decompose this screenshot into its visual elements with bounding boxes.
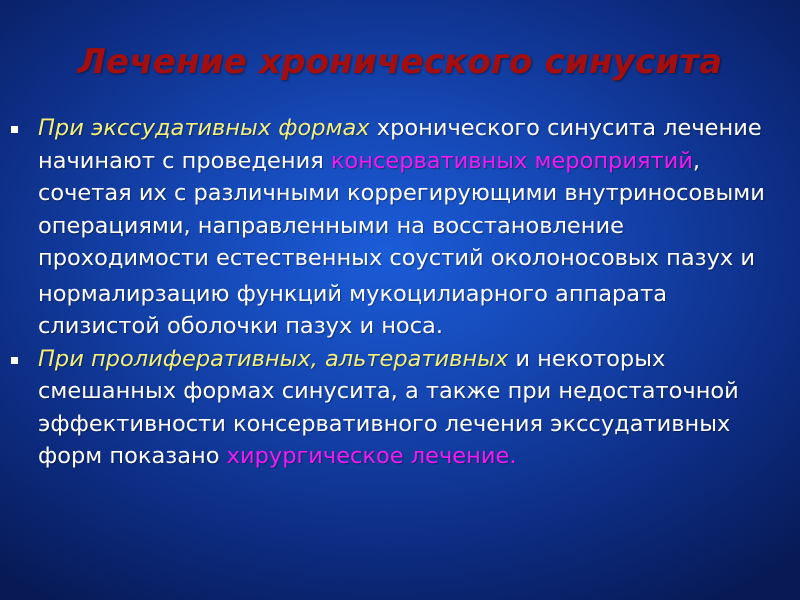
highlight-exudative: При экссудативных формах	[38, 115, 370, 141]
highlight-conservative: консервативных мероприятий	[330, 147, 693, 174]
slide-title: Лечение хронического синусита	[77, 42, 723, 82]
bullet-paragraph-exudative	[38, 112, 780, 275]
square-bullet-icon	[11, 357, 18, 364]
paragraph-text: и некоторых смешанных формах синусита, а также при недостаточной эффективности консервативного лечения экссудативных форм показано	[38, 345, 739, 469]
highlight-proliferative: При пролиферативных, альтеративных	[38, 345, 509, 372]
highlight-surgical: хирургическое лечение.	[226, 443, 517, 469]
slide-content	[38, 112, 780, 473]
bullet-paragraph-proliferative	[38, 343, 780, 473]
paragraph-text: хронического синусита лечение начинают с проведения	[38, 115, 762, 174]
continuation-paragraph: нормалирзацию функций мукоцилиарного аппарата слизистой оболочки пазух и носа.	[38, 280, 667, 339]
paragraph-text: , сочетая их с различными коррегирующими внутриносовыми операциями, направленными на восстановление проходимости естественных соустий околоносовых пазух и	[38, 147, 765, 271]
square-bullet-icon	[11, 126, 18, 133]
